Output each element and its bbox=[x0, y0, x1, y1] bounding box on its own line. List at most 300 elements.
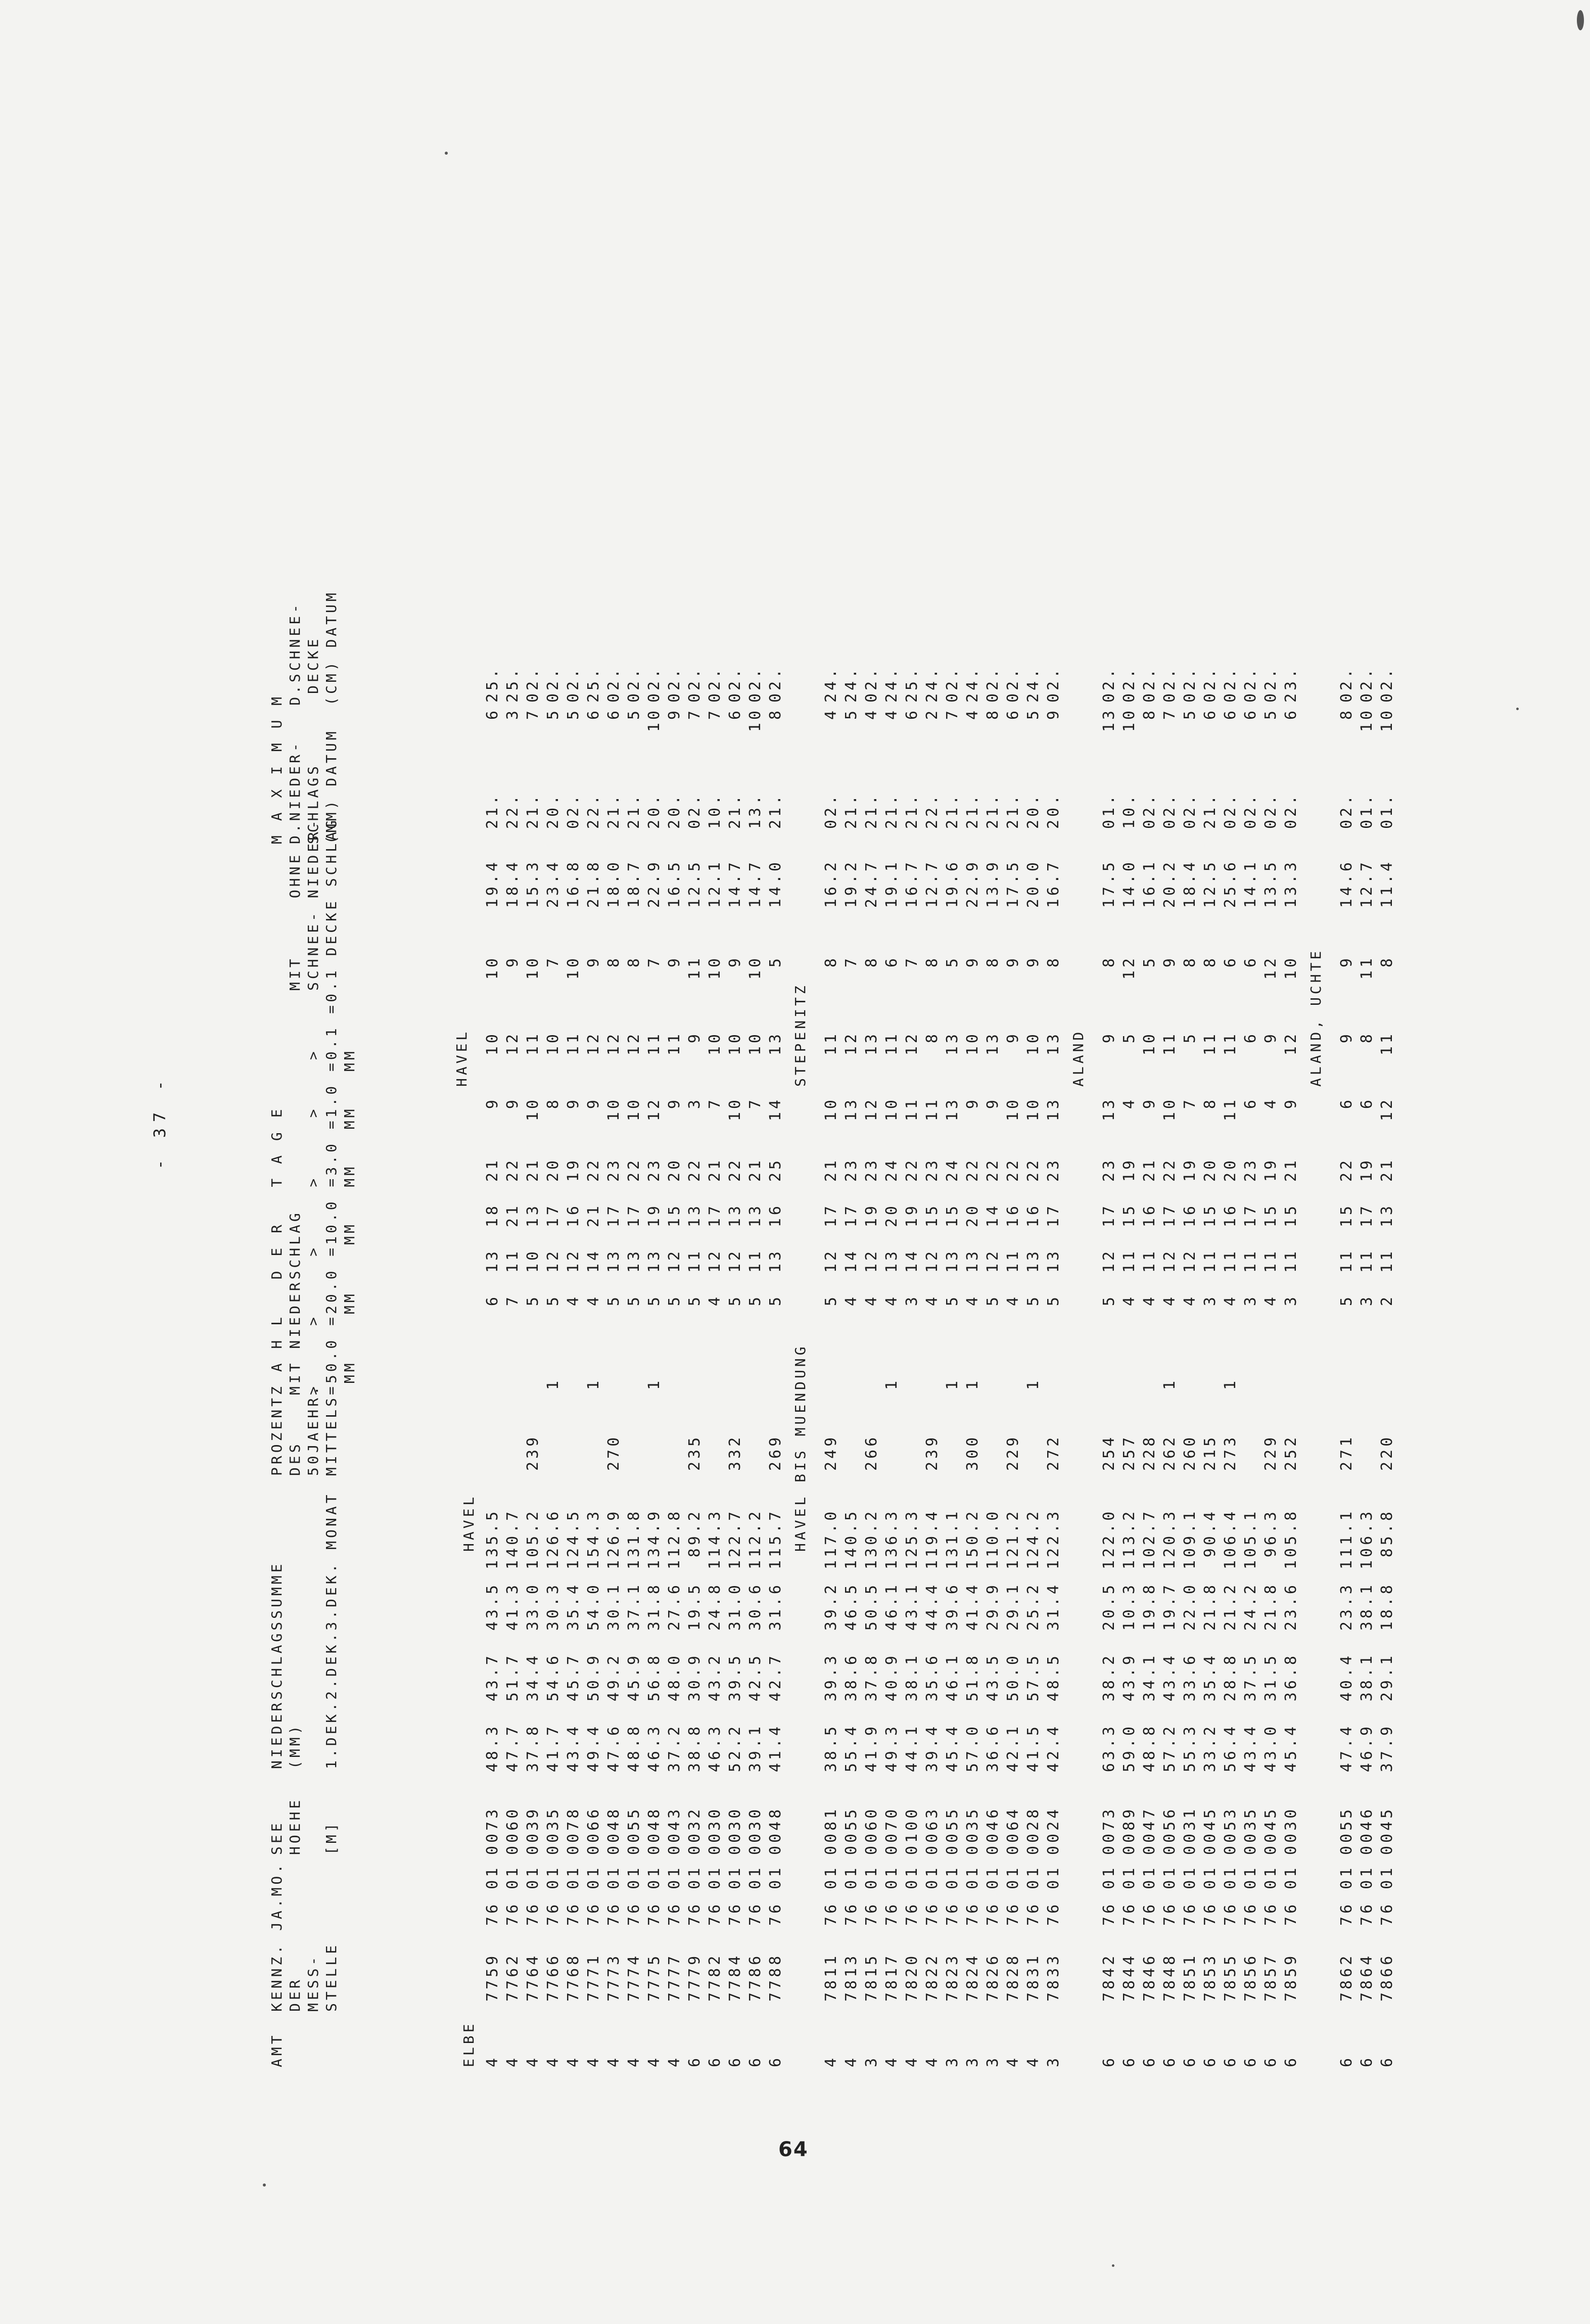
cell-monat: 125.3 bbox=[903, 1508, 921, 1569]
table-row bbox=[1380, 637, 1395, 2077]
cell-kennz: 7846 bbox=[1141, 1953, 1158, 2002]
cell-ge3: 14 bbox=[984, 1203, 1002, 1228]
cell-dek2: 50.0 bbox=[1004, 1653, 1022, 1702]
cell-ja-mo: 76 01 bbox=[767, 1865, 784, 1926]
cell-ge3: 13 bbox=[726, 1203, 744, 1228]
cell-mit-schneedecke: 5 bbox=[1120, 1031, 1138, 1044]
cell-prozent: 235 bbox=[686, 1434, 704, 1471]
cell-max-niederschlag: 19.1 bbox=[883, 859, 901, 908]
cell-ge01-schnee: 12 bbox=[645, 1097, 663, 1122]
cell-max-niederschlag: 14.0 bbox=[1120, 859, 1138, 908]
table-row bbox=[864, 637, 879, 2077]
cell-dek1: 41.9 bbox=[863, 1724, 880, 1773]
cell-amt: 6 bbox=[1100, 2055, 1118, 2067]
cell-max-schneedecke: 5 bbox=[565, 708, 582, 720]
cell-kennz: 7813 bbox=[843, 1953, 860, 2002]
cell-ohne-niederschlag: 8 bbox=[822, 955, 840, 968]
cell-ge10: 11 bbox=[1242, 1248, 1259, 1273]
cell-max-schneedecke: 10 bbox=[1358, 708, 1376, 732]
cell-max-niederschlag-datum: 20. bbox=[645, 792, 663, 829]
cell-dek1: 45.4 bbox=[944, 1724, 961, 1773]
cell-ge20: 4 bbox=[1004, 1294, 1022, 1307]
header-niederschlag: NIEDERSCHLAGSSUMME (MM) 1.DEK.2.DEK.3.DEK. MONAT bbox=[268, 1492, 340, 1769]
cell-ohne-niederschlag: 5 bbox=[944, 955, 961, 968]
cell-see-hoehe: 0048 bbox=[605, 1806, 623, 1855]
cell-ge01-schnee: 10 bbox=[1161, 1097, 1179, 1122]
cell-dek3: 21.8 bbox=[1201, 1582, 1219, 1631]
cell-ge01-schnee: 10 bbox=[1024, 1097, 1042, 1122]
cell-see-hoehe: 0073 bbox=[1100, 1806, 1118, 1855]
cell-max-niederschlag: 13.3 bbox=[1282, 859, 1300, 908]
cell-see-hoehe: 0048 bbox=[767, 1806, 784, 1855]
cell-amt: 4 bbox=[544, 2055, 562, 2067]
cell-ja-mo: 76 01 bbox=[686, 1865, 704, 1926]
cell-kennz: 7786 bbox=[746, 1953, 764, 2002]
cell-ge1: 22 bbox=[1161, 1157, 1179, 1182]
cell-kennz: 7842 bbox=[1100, 1953, 1118, 2002]
cell-ge1: 23 bbox=[863, 1157, 880, 1182]
cell-ge01-schnee: 10 bbox=[883, 1097, 901, 1122]
cell-ge10: 13 bbox=[625, 1248, 643, 1273]
river-label-mid: HAVEL BIS MUENDUNG bbox=[792, 1343, 809, 1552]
cell-dek2: 39.3 bbox=[822, 1653, 840, 1702]
cell-ge1: 23 bbox=[645, 1157, 663, 1182]
cell-prozent: 257 bbox=[1120, 1434, 1138, 1471]
cell-dek1: 46.3 bbox=[706, 1724, 724, 1773]
cell-see-hoehe: 0035 bbox=[964, 1806, 981, 1855]
cell-ge1: 22 bbox=[1004, 1157, 1022, 1182]
cell-amt: 3 bbox=[944, 2055, 961, 2067]
cell-ohne-niederschlag: 6 bbox=[883, 955, 901, 968]
table-row bbox=[824, 637, 839, 2077]
cell-max-niederschlag: 17.5 bbox=[1100, 859, 1118, 908]
cell-monat: 122.7 bbox=[726, 1508, 744, 1569]
cell-dek1: 63.3 bbox=[1100, 1724, 1118, 1773]
cell-monat: 102.7 bbox=[1141, 1508, 1158, 1569]
cell-ge10: 13 bbox=[1024, 1248, 1042, 1273]
cell-kennz: 7851 bbox=[1181, 1953, 1199, 2002]
cell-max-niederschlag-datum: 10. bbox=[1120, 792, 1138, 829]
cell-kennz: 7833 bbox=[1045, 1953, 1062, 2002]
cell-ge3: 17 bbox=[1100, 1203, 1118, 1228]
cell-mit-schneedecke: 8 bbox=[923, 1031, 941, 1044]
cell-see-hoehe: 0055 bbox=[625, 1806, 643, 1855]
cell-monat: 114.3 bbox=[706, 1508, 724, 1569]
cell-max-niederschlag: 11.4 bbox=[1378, 859, 1396, 908]
cell-ge20: 4 bbox=[1120, 1294, 1138, 1307]
cell-monat: 106.3 bbox=[1358, 1508, 1376, 1569]
cell-ge10: 14 bbox=[585, 1248, 602, 1273]
cell-see-hoehe: 0028 bbox=[1024, 1806, 1042, 1855]
cell-dek2: 49.2 bbox=[605, 1653, 623, 1702]
cell-max-niederschlag: 24.7 bbox=[863, 859, 880, 908]
cell-ge3: 17 bbox=[1161, 1203, 1179, 1228]
cell-ge3: 17 bbox=[1242, 1203, 1259, 1228]
cell-max-schneedecke: 6 bbox=[1004, 708, 1022, 720]
cell-monat: 113.2 bbox=[1120, 1508, 1138, 1569]
cell-kennz: 7782 bbox=[706, 1953, 724, 2002]
cell-ja-mo: 76 01 bbox=[1161, 1865, 1179, 1926]
cell-ohne-niederschlag: 9 bbox=[964, 955, 981, 968]
cell-kennz: 7844 bbox=[1120, 1953, 1138, 2002]
cell-ge1: 21 bbox=[822, 1157, 840, 1182]
cell-max-niederschlag-datum: 21. bbox=[863, 792, 880, 829]
cell-dek2: 43.5 bbox=[984, 1653, 1002, 1702]
cell-see-hoehe: 0064 bbox=[1004, 1806, 1022, 1855]
cell-ge50: 1 bbox=[544, 1377, 562, 1390]
cell-ge1: 21 bbox=[1282, 1157, 1300, 1182]
cell-max-schneedecke: 7 bbox=[524, 708, 542, 720]
header-maximum: M A X I M U M D.NIEDER- D.SCHNEE- SCHLAGS DECKE (MM) DATUM (CM) DATUM bbox=[268, 590, 340, 844]
cell-max-schneedecke: 5 bbox=[1024, 708, 1042, 720]
cell-dek2: 30.9 bbox=[686, 1653, 704, 1702]
cell-ge01-schnee: 8 bbox=[1201, 1097, 1219, 1109]
cell-mit-schneedecke: 10 bbox=[726, 1031, 744, 1056]
cell-max-schneedecke: 6 bbox=[1222, 708, 1239, 720]
cell-max-schneedecke-datum: 24. bbox=[883, 666, 901, 703]
cell-ge3: 17 bbox=[544, 1203, 562, 1228]
cell-mit-schneedecke: 11 bbox=[666, 1031, 683, 1056]
cell-ge01-schnee: 9 bbox=[565, 1097, 582, 1109]
cell-ja-mo: 76 01 bbox=[746, 1865, 764, 1926]
cell-max-schneedecke-datum: 24. bbox=[964, 666, 981, 703]
cell-ge10: 12 bbox=[822, 1248, 840, 1273]
table-row bbox=[905, 637, 920, 2077]
cell-ge3: 15 bbox=[1282, 1203, 1300, 1228]
cell-ge3: 19 bbox=[903, 1203, 921, 1228]
cell-dek2: 43.9 bbox=[1120, 1653, 1138, 1702]
cell-max-niederschlag: 18.4 bbox=[504, 859, 522, 908]
cell-ge10: 13 bbox=[944, 1248, 961, 1273]
cell-ge10: 12 bbox=[726, 1248, 744, 1273]
cell-ge20: 2 bbox=[1378, 1294, 1396, 1307]
table-row bbox=[1284, 637, 1299, 2077]
cell-ge3: 17 bbox=[625, 1203, 643, 1228]
cell-see-hoehe: 0078 bbox=[565, 1806, 582, 1855]
cell-monat: 131.1 bbox=[944, 1508, 961, 1569]
cell-max-niederschlag-datum: 02. bbox=[1222, 792, 1239, 829]
cell-monat: 124.2 bbox=[1024, 1508, 1042, 1569]
cell-max-niederschlag: 22.9 bbox=[964, 859, 981, 908]
table-row bbox=[546, 637, 561, 2077]
cell-ge20: 5 bbox=[645, 1294, 663, 1307]
cell-dek3: 22.0 bbox=[1181, 1582, 1199, 1631]
table-row bbox=[1006, 637, 1021, 2077]
cell-dek2: 46.1 bbox=[944, 1653, 961, 1702]
rotated-table bbox=[152, 167, 1405, 2077]
cell-mit-schneedecke: 12 bbox=[903, 1031, 921, 1056]
cell-dek1: 38.5 bbox=[822, 1724, 840, 1773]
cell-dek3: 41.3 bbox=[504, 1582, 522, 1631]
cell-dek2: 40.9 bbox=[883, 1653, 901, 1702]
cell-dek2: 34.4 bbox=[524, 1653, 542, 1702]
cell-dek2: 38.1 bbox=[903, 1653, 921, 1702]
cell-dek1: 46.3 bbox=[645, 1724, 663, 1773]
cell-ohne-niederschlag: 5 bbox=[1141, 955, 1158, 968]
cell-ge10: 11 bbox=[1141, 1248, 1158, 1273]
cell-ge01-schnee: 10 bbox=[822, 1097, 840, 1122]
cell-mit-schneedecke: 12 bbox=[843, 1031, 860, 1056]
cell-ohne-niederschlag: 12 bbox=[1120, 955, 1138, 980]
cell-ge10: 12 bbox=[1100, 1248, 1118, 1273]
cell-dek1: 43.0 bbox=[1262, 1724, 1280, 1773]
cell-dek2: 35.4 bbox=[1201, 1653, 1219, 1702]
cell-ge10: 13 bbox=[605, 1248, 623, 1273]
cell-max-niederschlag-datum: 01. bbox=[1358, 792, 1376, 829]
cell-ge01-schnee: 9 bbox=[666, 1097, 683, 1109]
cell-ge01-schnee: 7 bbox=[746, 1097, 764, 1109]
cell-ge20: 3 bbox=[1282, 1294, 1300, 1307]
cell-prozent: 215 bbox=[1201, 1434, 1219, 1471]
cell-kennz: 7811 bbox=[822, 1953, 840, 2002]
cell-ge1: 23 bbox=[1242, 1157, 1259, 1182]
scan-speck bbox=[445, 152, 448, 155]
cell-ohne-niederschlag: 8 bbox=[625, 955, 643, 968]
header-amt: AMT bbox=[268, 2032, 285, 2067]
cell-prozent: 228 bbox=[1141, 1434, 1158, 1471]
cell-dek2: 56.8 bbox=[645, 1653, 663, 1702]
table-row bbox=[1243, 637, 1258, 2077]
cell-dek1: 48.8 bbox=[1141, 1724, 1158, 1773]
cell-max-schneedecke: 3 bbox=[504, 708, 522, 720]
cell-kennz: 7773 bbox=[605, 1953, 623, 2002]
cell-max-niederschlag: 22.9 bbox=[645, 859, 663, 908]
cell-ge1: 22 bbox=[903, 1157, 921, 1182]
cell-ge50: 1 bbox=[585, 1377, 602, 1390]
cell-dek1: 36.6 bbox=[984, 1724, 1002, 1773]
cell-monat: 122.3 bbox=[1045, 1508, 1062, 1569]
cell-max-niederschlag: 18.7 bbox=[625, 859, 643, 908]
cell-ge1: 20 bbox=[1201, 1157, 1219, 1182]
cell-dek3: 39.6 bbox=[944, 1582, 961, 1631]
cell-mit-schneedecke: 9 bbox=[1004, 1031, 1022, 1044]
cell-ja-mo: 76 01 bbox=[944, 1865, 961, 1926]
cell-ge50: 1 bbox=[964, 1377, 981, 1390]
cell-amt: 6 bbox=[767, 2055, 784, 2067]
cell-ohne-niederschlag: 8 bbox=[605, 955, 623, 968]
cell-ge20: 4 bbox=[1141, 1294, 1158, 1307]
cell-max-schneedecke: 4 bbox=[863, 708, 880, 720]
cell-max-schneedecke-datum: 02. bbox=[726, 666, 744, 703]
cell-ge20: 5 bbox=[746, 1294, 764, 1307]
cell-ge1: 22 bbox=[984, 1157, 1002, 1182]
cell-max-niederschlag: 25.6 bbox=[1222, 859, 1239, 908]
cell-dek3: 23.3 bbox=[1338, 1582, 1355, 1631]
cell-dek2: 45.9 bbox=[625, 1653, 643, 1702]
cell-ge01-schnee: 4 bbox=[1262, 1097, 1280, 1109]
cell-dek1: 37.9 bbox=[1378, 1724, 1396, 1773]
table-row bbox=[1223, 637, 1238, 2077]
river-label-right: ALAND bbox=[1070, 1029, 1087, 1087]
cell-see-hoehe: 0039 bbox=[524, 1806, 542, 1855]
cell-ge01-schnee: 8 bbox=[544, 1097, 562, 1109]
cell-amt: 6 bbox=[686, 2055, 704, 2067]
cell-ge20: 5 bbox=[984, 1294, 1002, 1307]
cell-ohne-niederschlag: 9 bbox=[504, 955, 522, 968]
cell-ge1: 25 bbox=[767, 1157, 784, 1182]
cell-ja-mo: 76 01 bbox=[504, 1865, 522, 1926]
cell-dek3: 43.1 bbox=[903, 1582, 921, 1631]
cell-dek1: 59.0 bbox=[1120, 1724, 1138, 1773]
cell-ja-mo: 76 01 bbox=[544, 1865, 562, 1926]
cell-max-schneedecke-datum: 25. bbox=[585, 666, 602, 703]
header-prozent: PROZENT DES 50JAEHR. MITTELS bbox=[268, 1383, 340, 1476]
cell-ge20: 4 bbox=[1181, 1294, 1199, 1307]
cell-dek2: 34.1 bbox=[1141, 1653, 1158, 1702]
cell-dek1: 52.2 bbox=[726, 1724, 744, 1773]
cell-kennz: 7826 bbox=[984, 1953, 1002, 2002]
cell-see-hoehe: 0030 bbox=[746, 1806, 764, 1855]
cell-ge20: 4 bbox=[843, 1294, 860, 1307]
cell-ge01-schnee: 12 bbox=[863, 1097, 880, 1122]
cell-dek1: 45.4 bbox=[1282, 1724, 1300, 1773]
cell-dek2: 35.6 bbox=[923, 1653, 941, 1702]
cell-ohne-niederschlag: 12 bbox=[1262, 955, 1280, 980]
cell-dek1: 57.2 bbox=[1161, 1724, 1179, 1773]
cell-ge1: 22 bbox=[504, 1157, 522, 1182]
cell-max-schneedecke: 4 bbox=[964, 708, 981, 720]
cell-dek3: 30.3 bbox=[544, 1582, 562, 1631]
cell-ja-mo: 76 01 bbox=[1282, 1865, 1300, 1926]
cell-max-schneedecke: 2 bbox=[923, 708, 941, 720]
cell-max-niederschlag: 20.2 bbox=[1161, 859, 1179, 908]
cell-ohne-niederschlag: 9 bbox=[1338, 955, 1355, 968]
cell-dek3: 31.6 bbox=[767, 1582, 784, 1631]
cell-max-niederschlag-datum: 21. bbox=[524, 792, 542, 829]
cell-ge20: 4 bbox=[1262, 1294, 1280, 1307]
cell-max-niederschlag-datum: 21. bbox=[1004, 792, 1022, 829]
cell-monat: 131.8 bbox=[625, 1508, 643, 1569]
cell-ge3: 16 bbox=[1222, 1203, 1239, 1228]
cell-dek2: 48.0 bbox=[666, 1653, 683, 1702]
cell-ge1: 22 bbox=[726, 1157, 744, 1182]
cell-dek2: 39.5 bbox=[726, 1653, 744, 1702]
cell-max-schneedecke: 4 bbox=[822, 708, 840, 720]
cell-max-schneedecke-datum: 02. bbox=[565, 666, 582, 703]
cell-ge01-schnee: 9 bbox=[504, 1097, 522, 1109]
cell-ge01-schnee: 9 bbox=[1282, 1097, 1300, 1109]
table-row bbox=[1142, 637, 1157, 2077]
cell-ja-mo: 76 01 bbox=[605, 1865, 623, 1926]
cell-max-niederschlag: 12.5 bbox=[686, 859, 704, 908]
cell-max-niederschlag: 14.0 bbox=[767, 859, 784, 908]
cell-amt: 6 bbox=[1161, 2055, 1179, 2067]
cell-ge3: 19 bbox=[863, 1203, 880, 1228]
cell-dek1: 41.5 bbox=[1024, 1724, 1042, 1773]
cell-monat: 124.5 bbox=[565, 1508, 582, 1569]
cell-max-niederschlag-datum: 21. bbox=[484, 792, 501, 829]
cell-dek2: 48.5 bbox=[1045, 1653, 1062, 1702]
cell-max-niederschlag-datum: 13. bbox=[746, 792, 764, 829]
cell-max-niederschlag: 12.5 bbox=[1201, 859, 1219, 908]
cell-dek3: 43.5 bbox=[484, 1582, 501, 1631]
cell-dek3: 35.4 bbox=[565, 1582, 582, 1631]
cell-prozent: 239 bbox=[524, 1434, 542, 1471]
cell-ge01-schnee: 6 bbox=[1242, 1097, 1259, 1109]
cell-ja-mo: 76 01 bbox=[565, 1865, 582, 1926]
cell-dek2: 54.6 bbox=[544, 1653, 562, 1702]
cell-max-schneedecke-datum: 25. bbox=[484, 666, 501, 703]
cell-see-hoehe: 0024 bbox=[1045, 1806, 1062, 1855]
cell-kennz: 7775 bbox=[645, 1953, 663, 2002]
cell-amt: 3 bbox=[863, 2055, 880, 2067]
header-jamo: JA.MO. bbox=[268, 1861, 285, 1931]
cell-ge3: 17 bbox=[843, 1203, 860, 1228]
cell-ge1: 22 bbox=[686, 1157, 704, 1182]
cell-dek1: 42.4 bbox=[1045, 1724, 1062, 1773]
cell-max-schneedecke-datum: 02. bbox=[1201, 666, 1219, 703]
cell-ge10: 11 bbox=[1262, 1248, 1280, 1273]
cell-see-hoehe: 0053 bbox=[1222, 1806, 1239, 1855]
cell-max-niederschlag-datum: 02. bbox=[1181, 792, 1199, 829]
cell-amt: 6 bbox=[1141, 2055, 1158, 2067]
cell-ge20: 5 bbox=[524, 1294, 542, 1307]
cell-max-niederschlag: 16.7 bbox=[1045, 859, 1062, 908]
cell-dek2: 43.2 bbox=[706, 1653, 724, 1702]
cell-dek2: 42.7 bbox=[767, 1653, 784, 1702]
cell-dek3: 18.8 bbox=[1378, 1582, 1396, 1631]
table-row bbox=[965, 637, 980, 2077]
cell-dek3: 27.6 bbox=[666, 1582, 683, 1631]
cell-max-niederschlag-datum: 21. bbox=[984, 792, 1002, 829]
cell-ge3: 18 bbox=[484, 1203, 501, 1228]
cell-ja-mo: 76 01 bbox=[1004, 1865, 1022, 1926]
cell-max-niederschlag: 18.4 bbox=[1181, 859, 1199, 908]
page-footer-number: 64 bbox=[778, 2138, 809, 2161]
cell-dek3: 33.0 bbox=[524, 1582, 542, 1631]
cell-ohne-niederschlag: 10 bbox=[1282, 955, 1300, 980]
cell-kennz: 7788 bbox=[767, 1953, 784, 2002]
cell-mit-schneedecke: 9 bbox=[1338, 1031, 1355, 1044]
cell-max-schneedecke-datum: 02. bbox=[1004, 666, 1022, 703]
cell-max-niederschlag: 18.0 bbox=[605, 859, 623, 908]
cell-dek3: 19.8 bbox=[1141, 1582, 1158, 1631]
table-row bbox=[1360, 637, 1375, 2077]
table-row bbox=[728, 637, 743, 2077]
cell-ge10: 12 bbox=[565, 1248, 582, 1273]
cell-ge10: 10 bbox=[524, 1248, 542, 1273]
cell-ge20: 5 bbox=[767, 1294, 784, 1307]
cell-max-niederschlag: 12.1 bbox=[706, 859, 724, 908]
cell-ge10: 12 bbox=[706, 1248, 724, 1273]
cell-max-schneedecke-datum: 02. bbox=[984, 666, 1002, 703]
cell-amt: 4 bbox=[565, 2055, 582, 2067]
cell-amt: 3 bbox=[1045, 2055, 1062, 2067]
cell-max-schneedecke: 10 bbox=[1120, 708, 1138, 732]
cell-dek1: 47.4 bbox=[1338, 1724, 1355, 1773]
cell-ja-mo: 76 01 bbox=[666, 1865, 683, 1926]
cell-ge3: 19 bbox=[645, 1203, 663, 1228]
cell-kennz: 7856 bbox=[1242, 1953, 1259, 2002]
cell-mit-schneedecke: 10 bbox=[544, 1031, 562, 1056]
cell-dek3: 31.8 bbox=[645, 1582, 663, 1631]
cell-monat: 106.4 bbox=[1222, 1508, 1239, 1569]
river-label-right: STEPENITZ bbox=[792, 983, 809, 1087]
cell-ge10: 12 bbox=[923, 1248, 941, 1273]
cell-max-schneedecke: 8 bbox=[984, 708, 1002, 720]
cell-see-hoehe: 0066 bbox=[585, 1806, 602, 1855]
cell-max-schneedecke: 7 bbox=[706, 708, 724, 720]
cell-ge1: 20 bbox=[1222, 1157, 1239, 1182]
cell-mit-schneedecke: 9 bbox=[1100, 1031, 1118, 1044]
cell-dek1: 48.3 bbox=[484, 1724, 501, 1773]
cell-max-schneedecke-datum: 02. bbox=[666, 666, 683, 703]
cell-max-schneedecke: 7 bbox=[1161, 708, 1179, 720]
cell-ge1: 19 bbox=[1120, 1157, 1138, 1182]
cell-ohne-niederschlag: 6 bbox=[1242, 955, 1259, 968]
cell-ge1: 19 bbox=[565, 1157, 582, 1182]
cell-kennz: 7815 bbox=[863, 1953, 880, 2002]
